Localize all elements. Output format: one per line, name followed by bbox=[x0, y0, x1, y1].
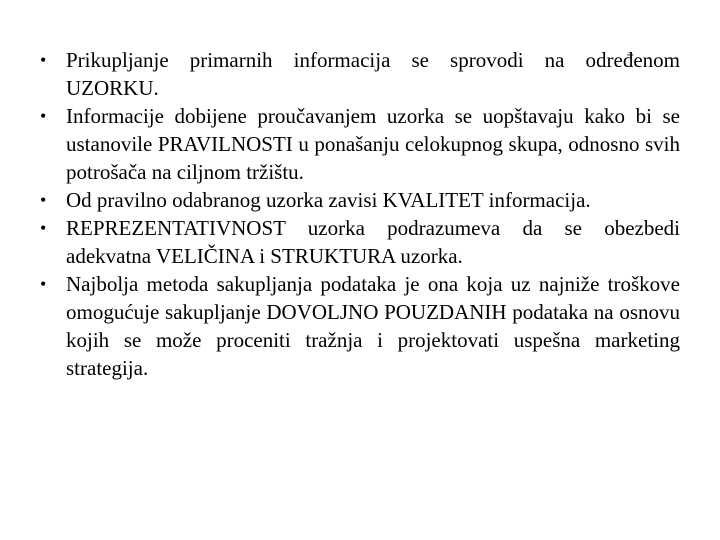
bullet-text: Od pravilno odabranog uzorka zavisi KVALITET informacija. bbox=[66, 188, 591, 212]
bullet-item-quality bbox=[40, 186, 680, 214]
bullet-text: Informacije dobijene proučavanjem uzorka se uopštavaju kako bi se ustanovile PRAVILNOSTI u ponašanju celokupnog skupa, odnosno svih potrošača na ciljnom tržištu. bbox=[66, 104, 680, 184]
bullet-item-representativeness bbox=[40, 214, 680, 270]
bullet-text: Najbolja metoda sakupljanja podataka je ona koja uz najniže troškove omogućuje sakupljanje DOVOLJNO POUZDANIH podataka na osnovu kojih se može proceniti tražnja i projektovati uspešna marketing strategija. bbox=[66, 272, 680, 380]
bullet-icon: • bbox=[40, 218, 47, 238]
bullet-text: REPREZENTATIVNOST uzorka podrazumeva da se obezbedi adekvatna VELIČINA i STRUKTURA uzorka. bbox=[66, 216, 680, 268]
bullet-list bbox=[40, 46, 680, 382]
bullet-item-generalization bbox=[40, 102, 680, 186]
bullet-item-best-method bbox=[40, 270, 680, 382]
bullet-text: Prikupljanje primarnih informacija se sprovodi na određenom UZORKU. bbox=[66, 48, 680, 100]
bullet-icon: • bbox=[40, 50, 47, 70]
bullet-icon: • bbox=[40, 106, 47, 126]
bullet-icon: • bbox=[40, 190, 47, 210]
bullet-icon: • bbox=[40, 274, 47, 294]
bullet-item-sampling bbox=[40, 46, 680, 102]
